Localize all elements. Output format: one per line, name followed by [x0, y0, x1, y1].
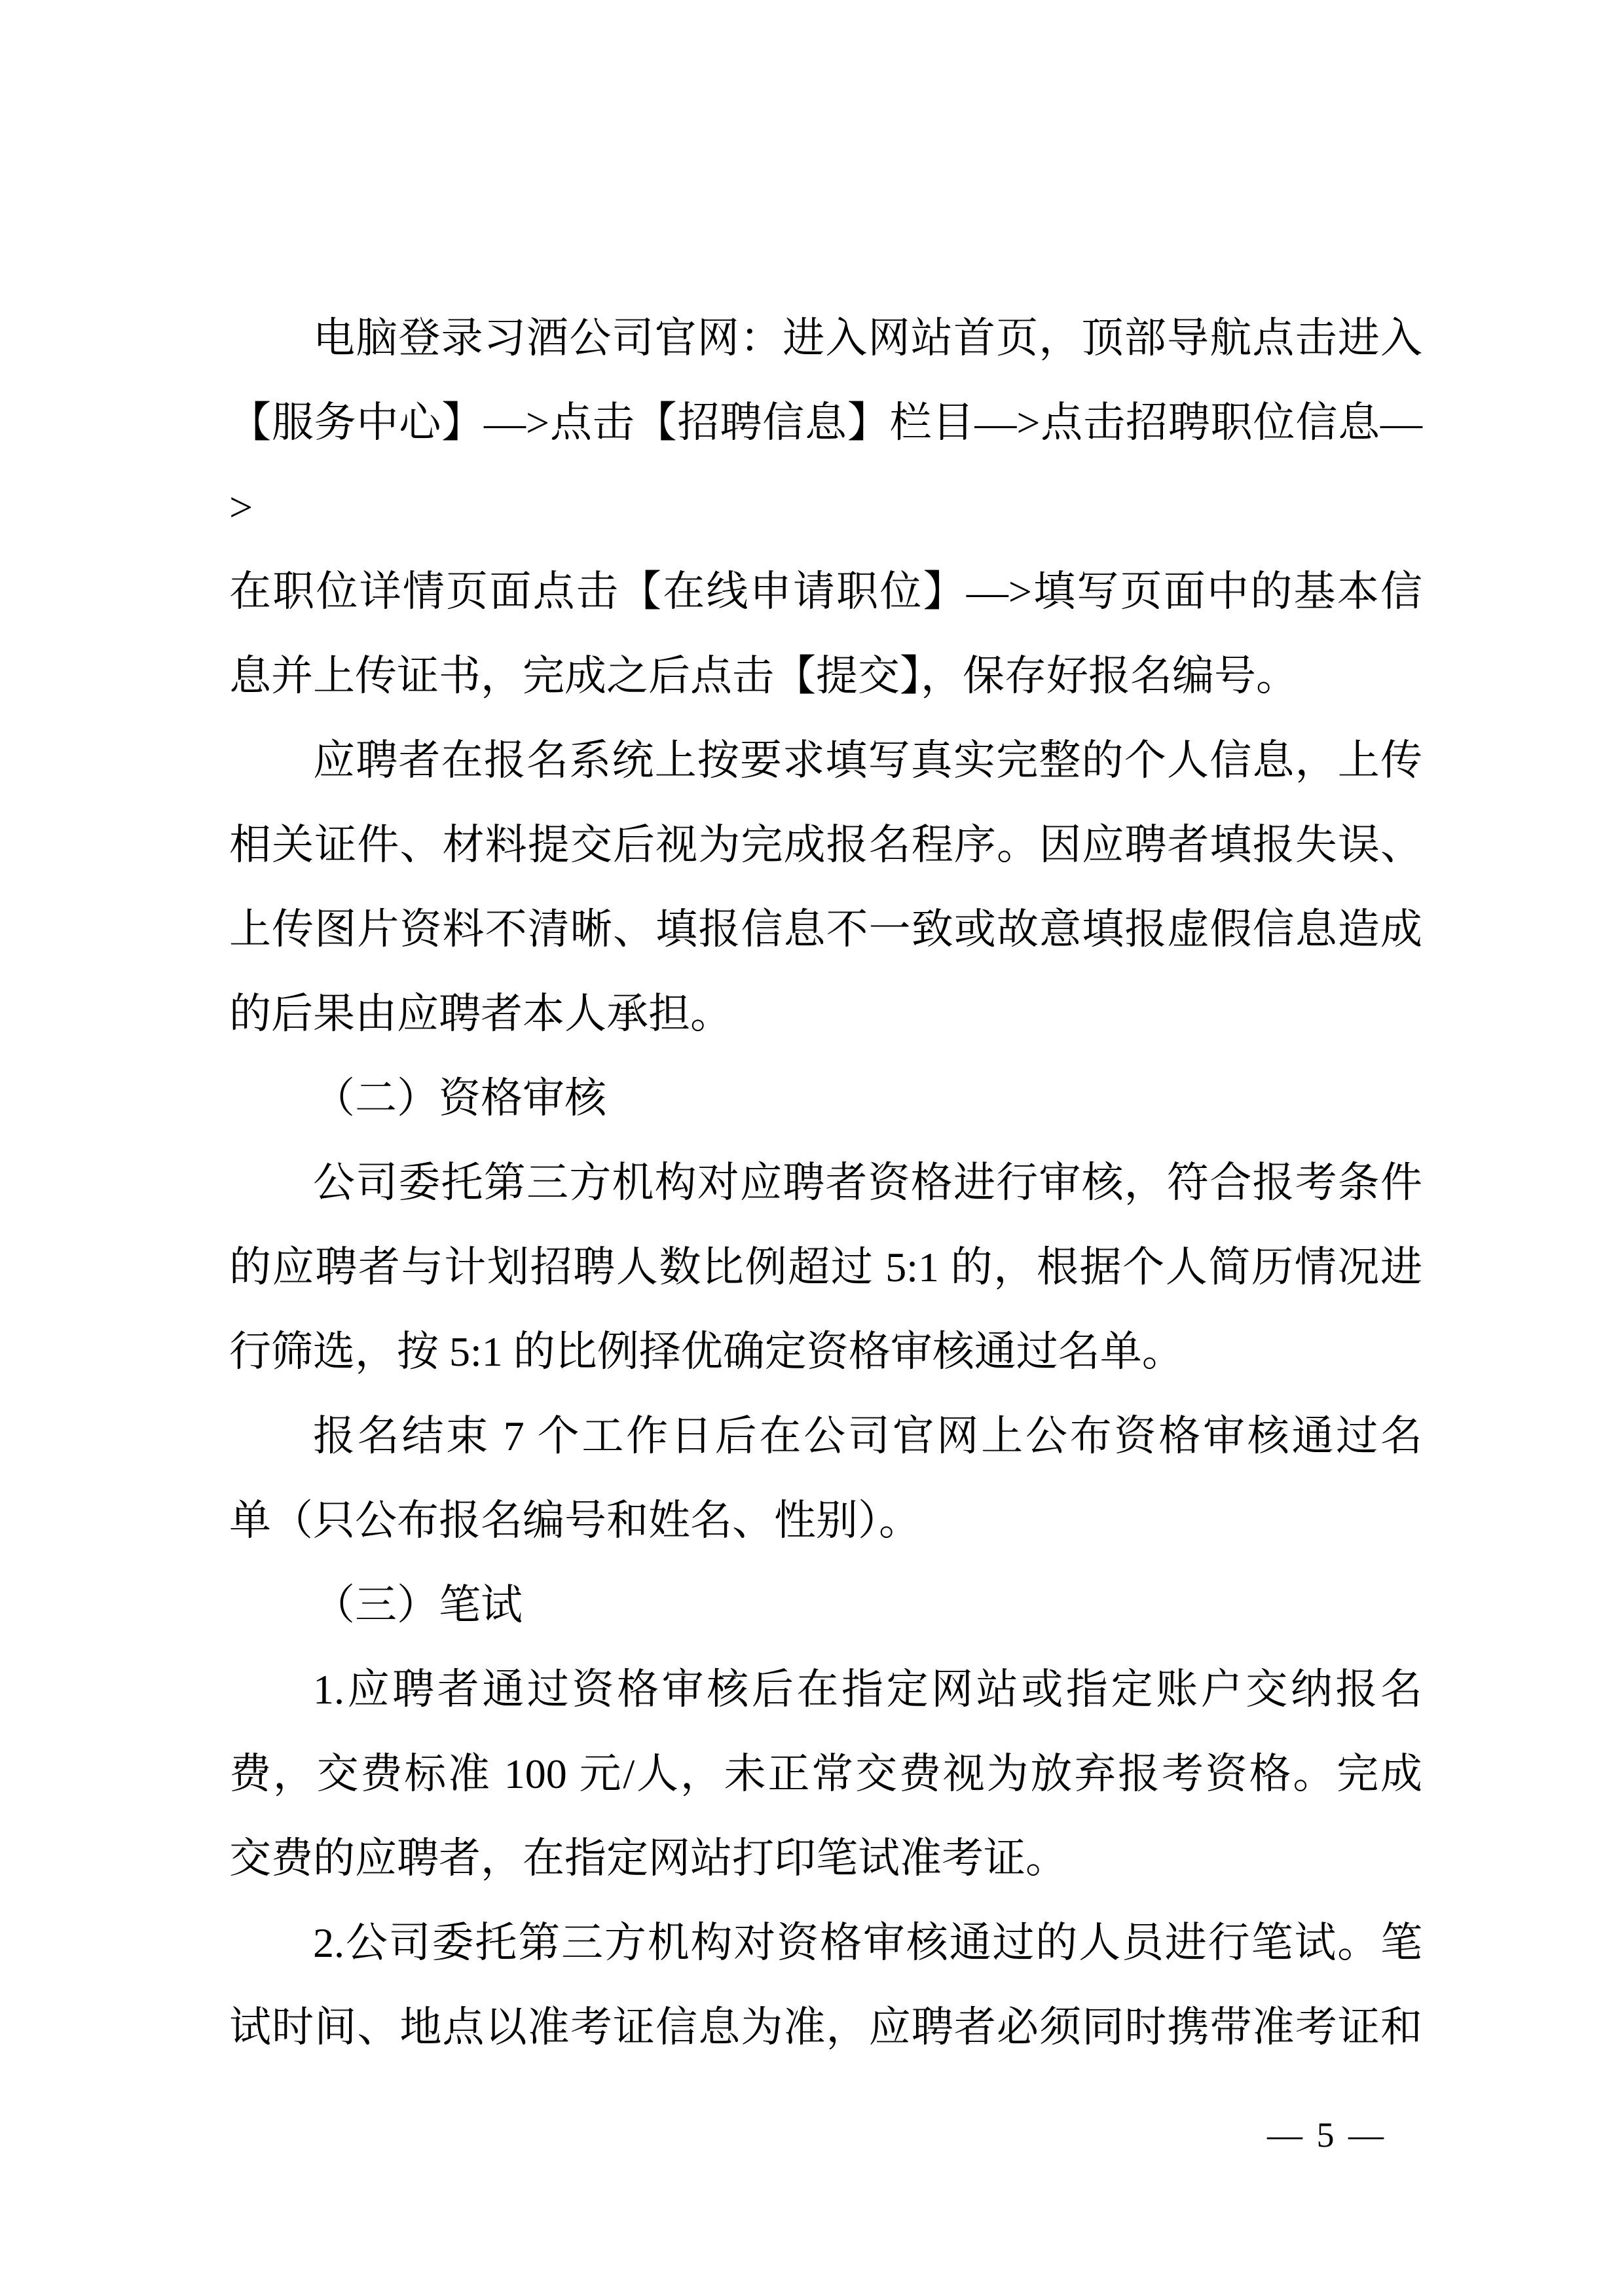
text-line: 单（只公布报名编号和姓名、性别）。	[229, 1497, 921, 1544]
paragraph-qualification-review-detail	[229, 1140, 1422, 1394]
text-line: 息并上传证书，完成之后点击【提交】，保存好报名编号。	[229, 653, 1298, 699]
section-heading: （三）笔试	[313, 1582, 523, 1628]
text-line: 电脑登录习酒公司官网：进入网站首页，顶部导航点击进入	[313, 315, 1422, 361]
heading-written-exam	[229, 1563, 1422, 1647]
text-line: 2.公司委托第三方机构对资格审核通过的人员进行笔试。笔	[313, 1920, 1422, 1966]
document-body	[229, 296, 1422, 2069]
text-line: 行筛选，按 5:1 的比例择优确定资格审核通过名单。	[229, 1328, 1184, 1375]
paragraph-online-application	[229, 296, 1422, 718]
text-line: 1.应聘者通过资格审核后在指定网站或指定账户交纳报名	[313, 1666, 1422, 1713]
text-line: 报名结束 7 个工作日后在公司官网上公布资格审核通过名	[313, 1413, 1422, 1459]
text-line: 试时间、地点以准考证信息为准，应聘者必须同时携带准考证和	[229, 2004, 1422, 2050]
text-line: 上传图片资料不清晰、填报信息不一致或故意填报虚假信息造成	[229, 906, 1422, 953]
section-heading: （二）资格审核	[313, 1075, 606, 1121]
text-line: 应聘者在报名系统上按要求填写真实完整的个人信息，上传	[313, 737, 1422, 784]
text-line: 相关证件、材料提交后视为完成报名程序。因应聘者填报失误、	[229, 822, 1422, 868]
text-line: 的应聘者与计划招聘人数比例超过 5:1 的，根据个人简历情况进	[229, 1244, 1422, 1290]
text-line: 公司委托第三方机构对应聘者资格进行审核，符合报考条件	[313, 1159, 1422, 1206]
text-line: 的后果由应聘者本人承担。	[229, 991, 732, 1037]
heading-qualification-review	[229, 1056, 1422, 1140]
page-number: — 5 —	[1267, 2115, 1386, 2155]
text-line: 交费的应聘者，在指定网站打印笔试准考证。	[229, 1835, 1067, 1882]
paragraph-result-publication	[229, 1394, 1422, 1563]
paragraph-exam-fee	[229, 1647, 1422, 1901]
paragraph-exam-arrangement	[229, 1901, 1422, 2069]
text-line: 【服务中心】—>点击【招聘信息】栏目—>点击招聘职位信息—>	[229, 399, 1422, 530]
text-line: 在职位详情页面点击【在线申请职位】—>填写页面中的基本信	[229, 568, 1422, 615]
text-line: 费，交费标准 100 元/人，未正常交费视为放弃报考资格。完成	[229, 1751, 1422, 1797]
paragraph-applicant-responsibility	[229, 718, 1422, 1056]
